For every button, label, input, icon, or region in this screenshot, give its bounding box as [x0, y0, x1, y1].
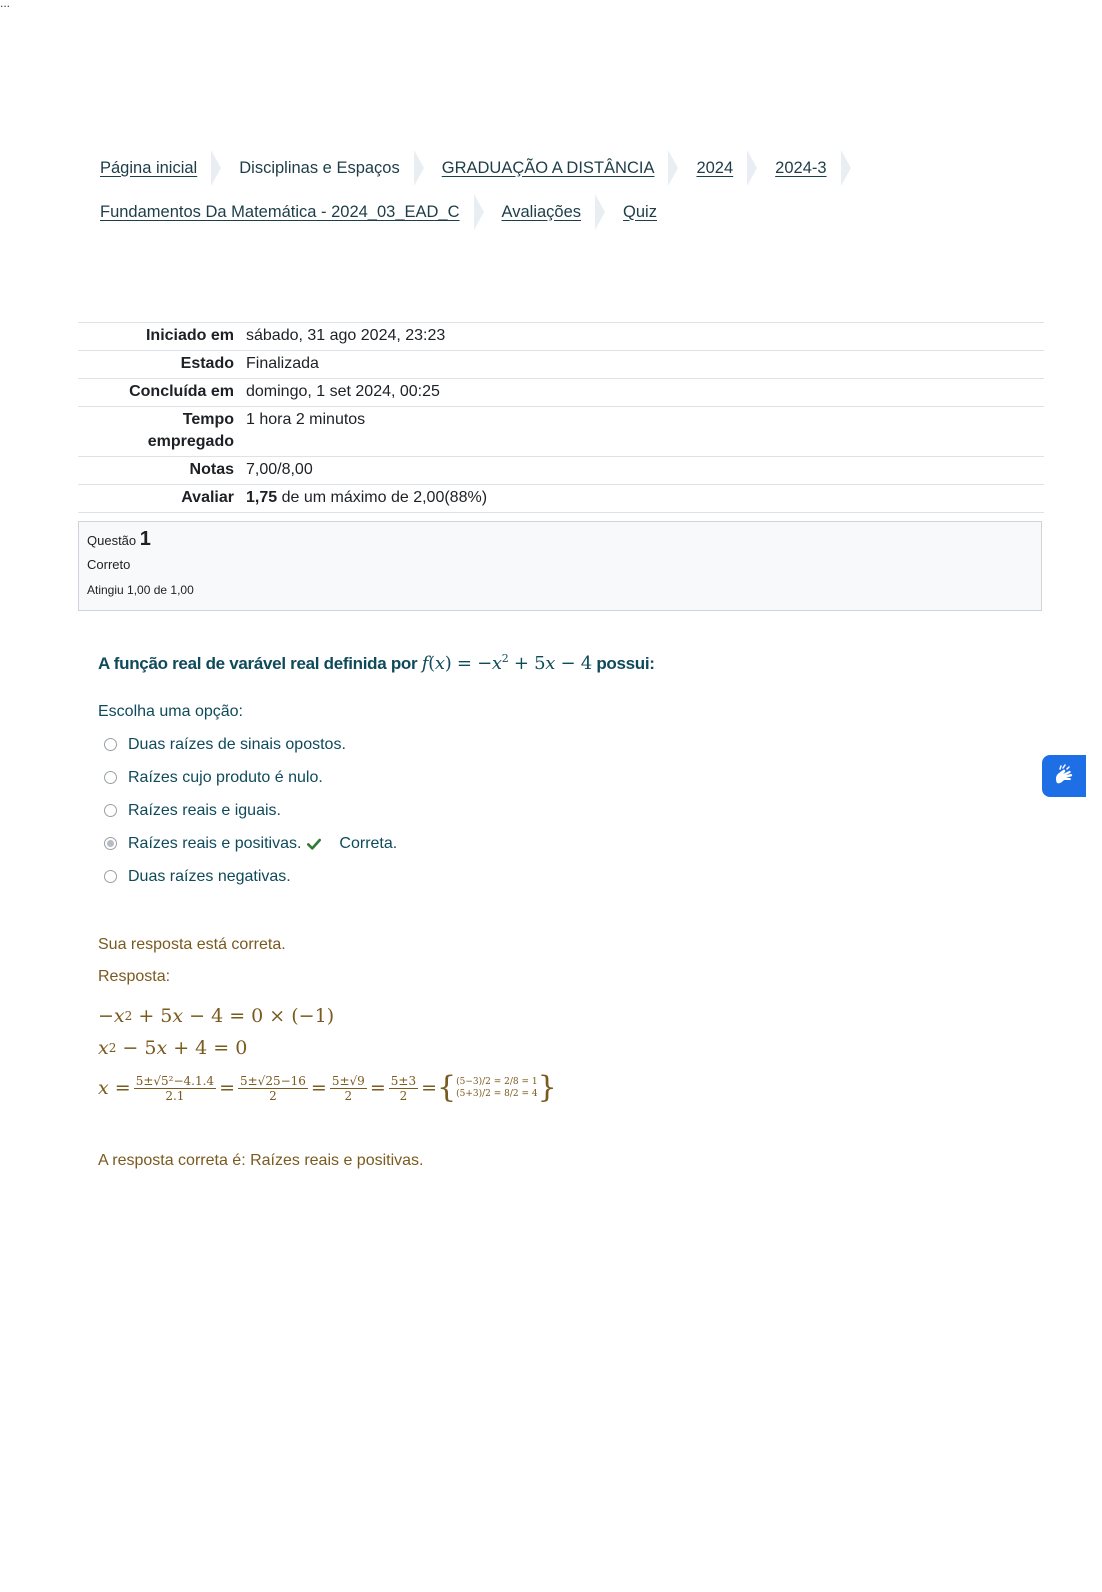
breadcrumb-year-link[interactable]: 2024 — [696, 158, 734, 177]
breadcrumb-course-link[interactable]: Fundamentos Da Matemática - 2024_03_EAD_C — [100, 202, 460, 221]
summary-row-time — [78, 407, 1044, 457]
breadcrumb-disciplines: Disciplinas e Espaços — [239, 158, 400, 177]
option-1[interactable] — [104, 728, 397, 761]
breadcrumb-separator — [414, 150, 424, 186]
question-text-after: possui: — [596, 654, 655, 673]
breadcrumb-assessments-link[interactable]: Avaliações — [501, 202, 582, 221]
feedback-status: Sua resposta está correta. — [98, 936, 286, 953]
option-label: Duas raízes de sinais opostos. — [128, 735, 346, 753]
option-5[interactable] — [104, 860, 397, 893]
radio-button-checked[interactable] — [104, 837, 117, 850]
summary-row-grade — [78, 485, 1044, 513]
summary-row-started — [78, 323, 1044, 351]
marks-value: 7,00/8,00 — [240, 457, 1044, 485]
question-text-before: A função real de varável real definida por — [98, 654, 418, 673]
state-value: Finalizada — [240, 351, 1044, 379]
correct-label: Correta. — [339, 834, 398, 852]
breadcrumb-separator — [474, 194, 484, 230]
breadcrumb-separator — [668, 150, 678, 186]
feedback-equation-2: x 2 − 5 x + 4 = 0 — [98, 1037, 248, 1059]
started-label: Iniciado em — [78, 323, 240, 351]
question-label: Questão — [87, 533, 137, 548]
feedback-equation-1: − x 2 + 5 x − 4 = 0 × (−1) — [98, 1005, 335, 1027]
completed-label: Concluída em — [78, 379, 240, 407]
question-number — [87, 528, 1033, 551]
time-value: 1 hora 2 minutos — [240, 407, 1044, 457]
question-info-box — [78, 521, 1042, 611]
grade-rest: de um máximo de 2,00(88%) — [281, 489, 488, 506]
options-prompt: Escolha uma opção: — [98, 703, 243, 720]
breadcrumb-row-2 — [100, 194, 1000, 230]
summary-row-state — [78, 351, 1044, 379]
breadcrumb-term-link[interactable]: 2024-3 — [775, 158, 827, 177]
option-3[interactable] — [104, 794, 397, 827]
question-formula: $f(x) = -x^2 + 5x - 4$ — [421, 652, 592, 674]
option-4[interactable] — [104, 827, 397, 860]
breadcrumb-quiz-link[interactable]: Quiz — [623, 202, 657, 221]
grade-value — [240, 485, 1044, 513]
top-ellipsis: ... — [0, 0, 11, 10]
breadcrumb-separator — [841, 150, 851, 186]
option-label: Raízes reais e iguais. — [128, 801, 281, 819]
question-number-value: 1 — [139, 528, 151, 550]
completed-value: domingo, 1 set 2024, 00:25 — [240, 379, 1044, 407]
breadcrumb-separator — [595, 194, 605, 230]
radio-button[interactable] — [104, 804, 117, 817]
summary-row-marks — [78, 457, 1044, 485]
question-text — [98, 652, 655, 674]
accessibility-button[interactable] — [1042, 755, 1086, 797]
question-grade: Atingiu 1,00 de 1,00 — [87, 583, 194, 597]
state-label: Estado — [78, 351, 240, 379]
marks-label: Notas — [78, 457, 240, 485]
breadcrumb-graduacao-link[interactable]: GRADUAÇÃO A DISTÂNCIA — [441, 158, 655, 177]
attempt-summary-table — [78, 322, 1044, 513]
option-label: Duas raízes negativas. — [128, 867, 291, 885]
feedback — [98, 936, 557, 1112]
sign-language-icon — [1051, 763, 1077, 789]
feedback-equation-3: x = $\frac{\text{5±√5²−4.1.4}}{2.1}$ = $\frac{5\pm√25-16}{2}$ = $\frac{5\pm√9}{2}$ = $\frac{5\pm 3}{2}$ = { (5−3)/2 = 2/8 = 1 (5+3)/2 = 8/2 = 4 } — [98, 1070, 557, 1105]
option-2[interactable] — [104, 761, 397, 794]
option-label: Raízes cujo produto é nulo. — [128, 768, 323, 786]
radio-button[interactable] — [104, 870, 117, 883]
time-label-line-1: Tempo — [182, 411, 234, 428]
question-state: Correto — [87, 557, 131, 572]
grade-score: 1,75 — [246, 489, 278, 506]
answer-options — [104, 728, 397, 893]
correct-answer-text: A resposta correta é: Raízes reais e positivas. — [98, 1152, 424, 1169]
breadcrumb-home-link[interactable]: Página inicial — [100, 158, 198, 177]
radio-button[interactable] — [104, 771, 117, 784]
breadcrumb-separator — [747, 150, 757, 186]
check-icon — [307, 837, 321, 851]
breadcrumb — [100, 150, 1000, 238]
time-label — [78, 407, 240, 457]
option-label: Raízes reais e positivas. — [128, 834, 302, 852]
time-label-line-2: empregado — [147, 433, 234, 450]
started-value: sábado, 31 ago 2024, 23:23 — [240, 323, 1044, 351]
radio-button[interactable] — [104, 738, 117, 751]
summary-row-completed — [78, 379, 1044, 407]
feedback-answer-label: Resposta: — [98, 968, 171, 985]
breadcrumb-separator — [211, 150, 221, 186]
breadcrumb-row-1 — [100, 150, 1000, 186]
grade-label: Avaliar — [78, 485, 240, 513]
